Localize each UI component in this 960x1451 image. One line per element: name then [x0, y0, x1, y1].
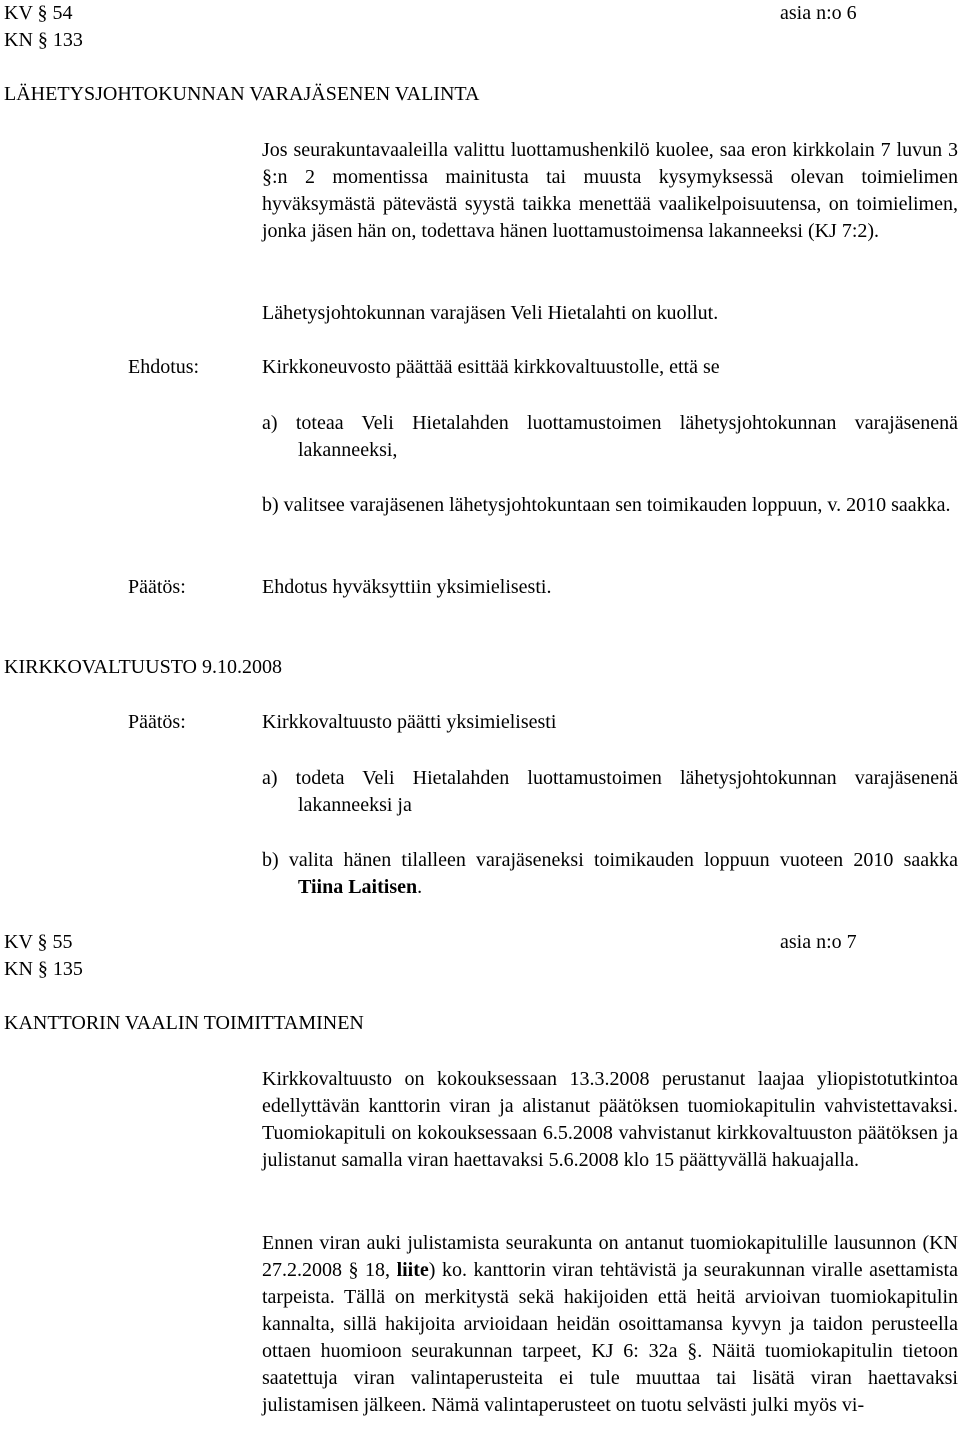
paatos-label: Päätös: [128, 576, 186, 598]
elected-person-name: Tiina Laitisen [298, 876, 418, 898]
section-kn-number-2: KN § 135 [4, 958, 83, 980]
ehdotus-text: Kirkkoneuvosto päättää esittää kirkkovaltuustolle, että se [262, 356, 720, 378]
kanttori-paragraph-2-rest: ) ko. kanttorin viran tehtävistä ja seurakunnan viralle asettamista tarpeista. Tällä on merkitystä sekä hakijoiden että heitä arvioivan tuomiokapitulin kannalta, sillä hakijoita arvioidaan heidän osoittamansa kyvyn ja taidon perusteella ottaen huomioon seurakunnan tarpeet, KJ 6: 32a §. Näitä tuomiokapitulin tietoon saatettuja viran valintaperusteita ei tule muuttaa tai lisätä viran haettavaksi julistamisen jälkeen. Nämä valintaperusteet on tuotu selvästi julki myös vi- [262, 1259, 958, 1416]
kanttori-paragraph-2 [262, 1230, 958, 1419]
kirkkovaltuusto-heading: KIRKKOVALTUUSTO 9.10.2008 [4, 656, 282, 678]
liite-label: liite [396, 1259, 429, 1281]
kv-paatos-text: Kirkkovaltuusto päätti yksimielisesti [262, 711, 557, 733]
kv-paatos-label: Päätös: [128, 711, 186, 733]
decision-item-b-text: b) valita hänen tilalleen varajäseneksi toimikauden loppuun vuoteen 2010 saakka [262, 849, 958, 871]
section-kv-number-2: KV § 55 [4, 931, 73, 953]
kanttori-paragraph-2-text: Ennen viran auki julistamista seurakunta on antanut tuomiokapitulille lausunnon (KN 27.2.2008 § 18, [262, 1232, 958, 1281]
kanttori-paragraph-1: Kirkkovaltuusto on kokouksessaan 13.3.2008 perustanut laajaa yliopistotutkintoa edellyttävän kanttorin viran ja alistanut päätöksen tuomiokapitulin vahvistettavaksi. Tuomiokapituli on kokouksessaan 6.5.2008 vahvistanut kirkkovaltuuston päätöksen ja julistanut samalla viran haettavaksi 5.6.2008 klo 15 päättyvällä hakuajalla. [262, 1068, 958, 1171]
decision-item-a: a) todeta Veli Hietalahden luottamustoimen lähetysjohtokunnan varajäsenenä lakanneeksi ja [262, 767, 958, 816]
fact-paragraph: Lähetysjohtokunnan varajäsen Veli Hietalahti on kuollut. [262, 302, 719, 324]
ehdotus-label: Ehdotus: [128, 356, 200, 378]
section-title: LÄHETYSJOHTOKUNNAN VARAJÄSENEN VALINTA [4, 83, 480, 105]
section-title-2: KANTTORIN VAALIN TOIMITTAMINEN [4, 1012, 364, 1034]
decision-item-b-end: . [417, 876, 423, 898]
intro-paragraph: Jos seurakuntavaaleilla valittu luottamushenkilö kuolee, saa eron kirkkolain 7 luvun 3 §:n 2 momentissa mainitusta tai muusta kysymyksessä olevan toimielimen hyväksymästä pätevästä syystä taikka menettää vaalikelpoisuutensa, on toimielimen, jonka jäsen hän on, todettava hänen luottamustoimensa lakanneeksi (KJ 7:2). [262, 139, 958, 242]
decision-item-b [262, 847, 958, 901]
section-kv-number: KV § 54 [4, 2, 73, 24]
proposal-item-b: b) valitsee varajäsenen lähetysjohtokuntaan sen toimikauden loppuun, v. 2010 saakka. [262, 494, 951, 516]
asia-number: asia n:o 6 [780, 2, 857, 24]
section-kn-number: KN § 133 [4, 29, 83, 51]
proposal-item-a: a) toteaa Veli Hietalahden luottamustoimen lähetysjohtokunnan varajäsenenä lakanneeksi, [262, 412, 958, 461]
paatos-text: Ehdotus hyväksyttiin yksimielisesti. [262, 576, 552, 598]
asia-number-2: asia n:o 7 [780, 931, 857, 953]
